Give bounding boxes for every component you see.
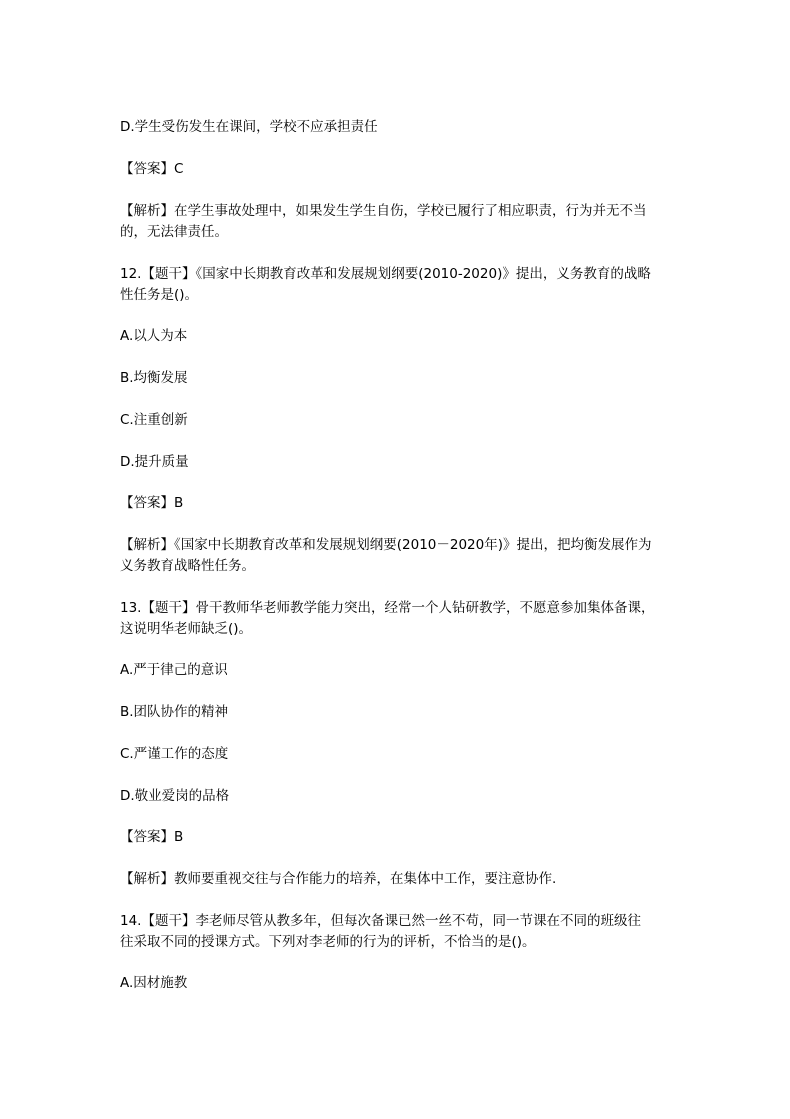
text-line: A.以人为本	[120, 328, 188, 344]
text-line: 义务教育战略性任务。	[120, 558, 255, 574]
text-line: 这说明华老师缺乏()。	[120, 621, 253, 637]
option-c-q12	[120, 410, 700, 431]
text-line: 性任务是()。	[120, 287, 199, 303]
analysis-q12	[120, 535, 700, 577]
option-b-q13	[120, 702, 700, 723]
text-line: 【解析】《国家中长期教育改革和发展规划纲要(2010－2020年)》提出，把均衡发展作为	[120, 537, 652, 553]
answer-q13	[120, 827, 700, 848]
analysis-q13	[120, 869, 700, 890]
question-14	[120, 911, 700, 953]
text-line: A.因材施教	[120, 975, 188, 991]
option-d-q12	[120, 452, 700, 473]
text-line: 往采取不同的授课方式。下列对李老师的行为的评析，不恰当的是()。	[120, 934, 536, 950]
option-c-q13	[120, 744, 700, 765]
text-line: C.注重创新	[120, 412, 188, 428]
option-b-q12	[120, 368, 700, 389]
text-line: 【解析】教师要重视交往与合作能力的培养，在集体中工作，要注意协作.	[120, 871, 557, 887]
text-line: B.团队协作的精神	[120, 704, 229, 720]
text-line: 【答案】C	[120, 161, 184, 177]
text-line: 的，无法律责任。	[120, 224, 228, 240]
answer-q12	[120, 493, 700, 514]
text-line: 14.【题干】李老师尽管从教多年，但每次备课已然一丝不苟，同一节课在不同的班级往	[120, 913, 641, 929]
text-line: 【解析】在学生事故处理中，如果发生学生自伤，学校已履行了相应职责，行为并无不当	[120, 203, 647, 219]
option-d-q11	[120, 117, 700, 138]
text-line: D.学生受伤发生在课间，学校不应承担责任	[120, 119, 378, 135]
text-line: B.均衡发展	[120, 370, 188, 386]
text-line: D.敬业爱岗的品格	[120, 788, 230, 804]
text-line: 【答案】B	[120, 495, 184, 511]
text-line: 【答案】B	[120, 829, 184, 845]
option-a-q13	[120, 660, 700, 681]
text-line: 12.【题干】《国家中长期教育改革和发展规划纲要(2010-2020)》提出，义务教育的战略	[120, 266, 651, 282]
option-a-q14	[120, 973, 700, 994]
text-line: C.严谨工作的态度	[120, 746, 229, 762]
analysis-q11	[120, 201, 700, 243]
text-line: A.严于律己的意识	[120, 662, 228, 678]
question-13	[120, 598, 700, 640]
answer-q11	[120, 159, 700, 180]
question-12	[120, 264, 700, 306]
text-line: D.提升质量	[120, 454, 189, 470]
text-line: 13.【题干】骨干教师华老师教学能力突出，经常一个人钻研教学，不愿意参加集体备课，	[120, 600, 655, 616]
option-a-q12	[120, 326, 700, 347]
option-d-q13	[120, 786, 700, 807]
